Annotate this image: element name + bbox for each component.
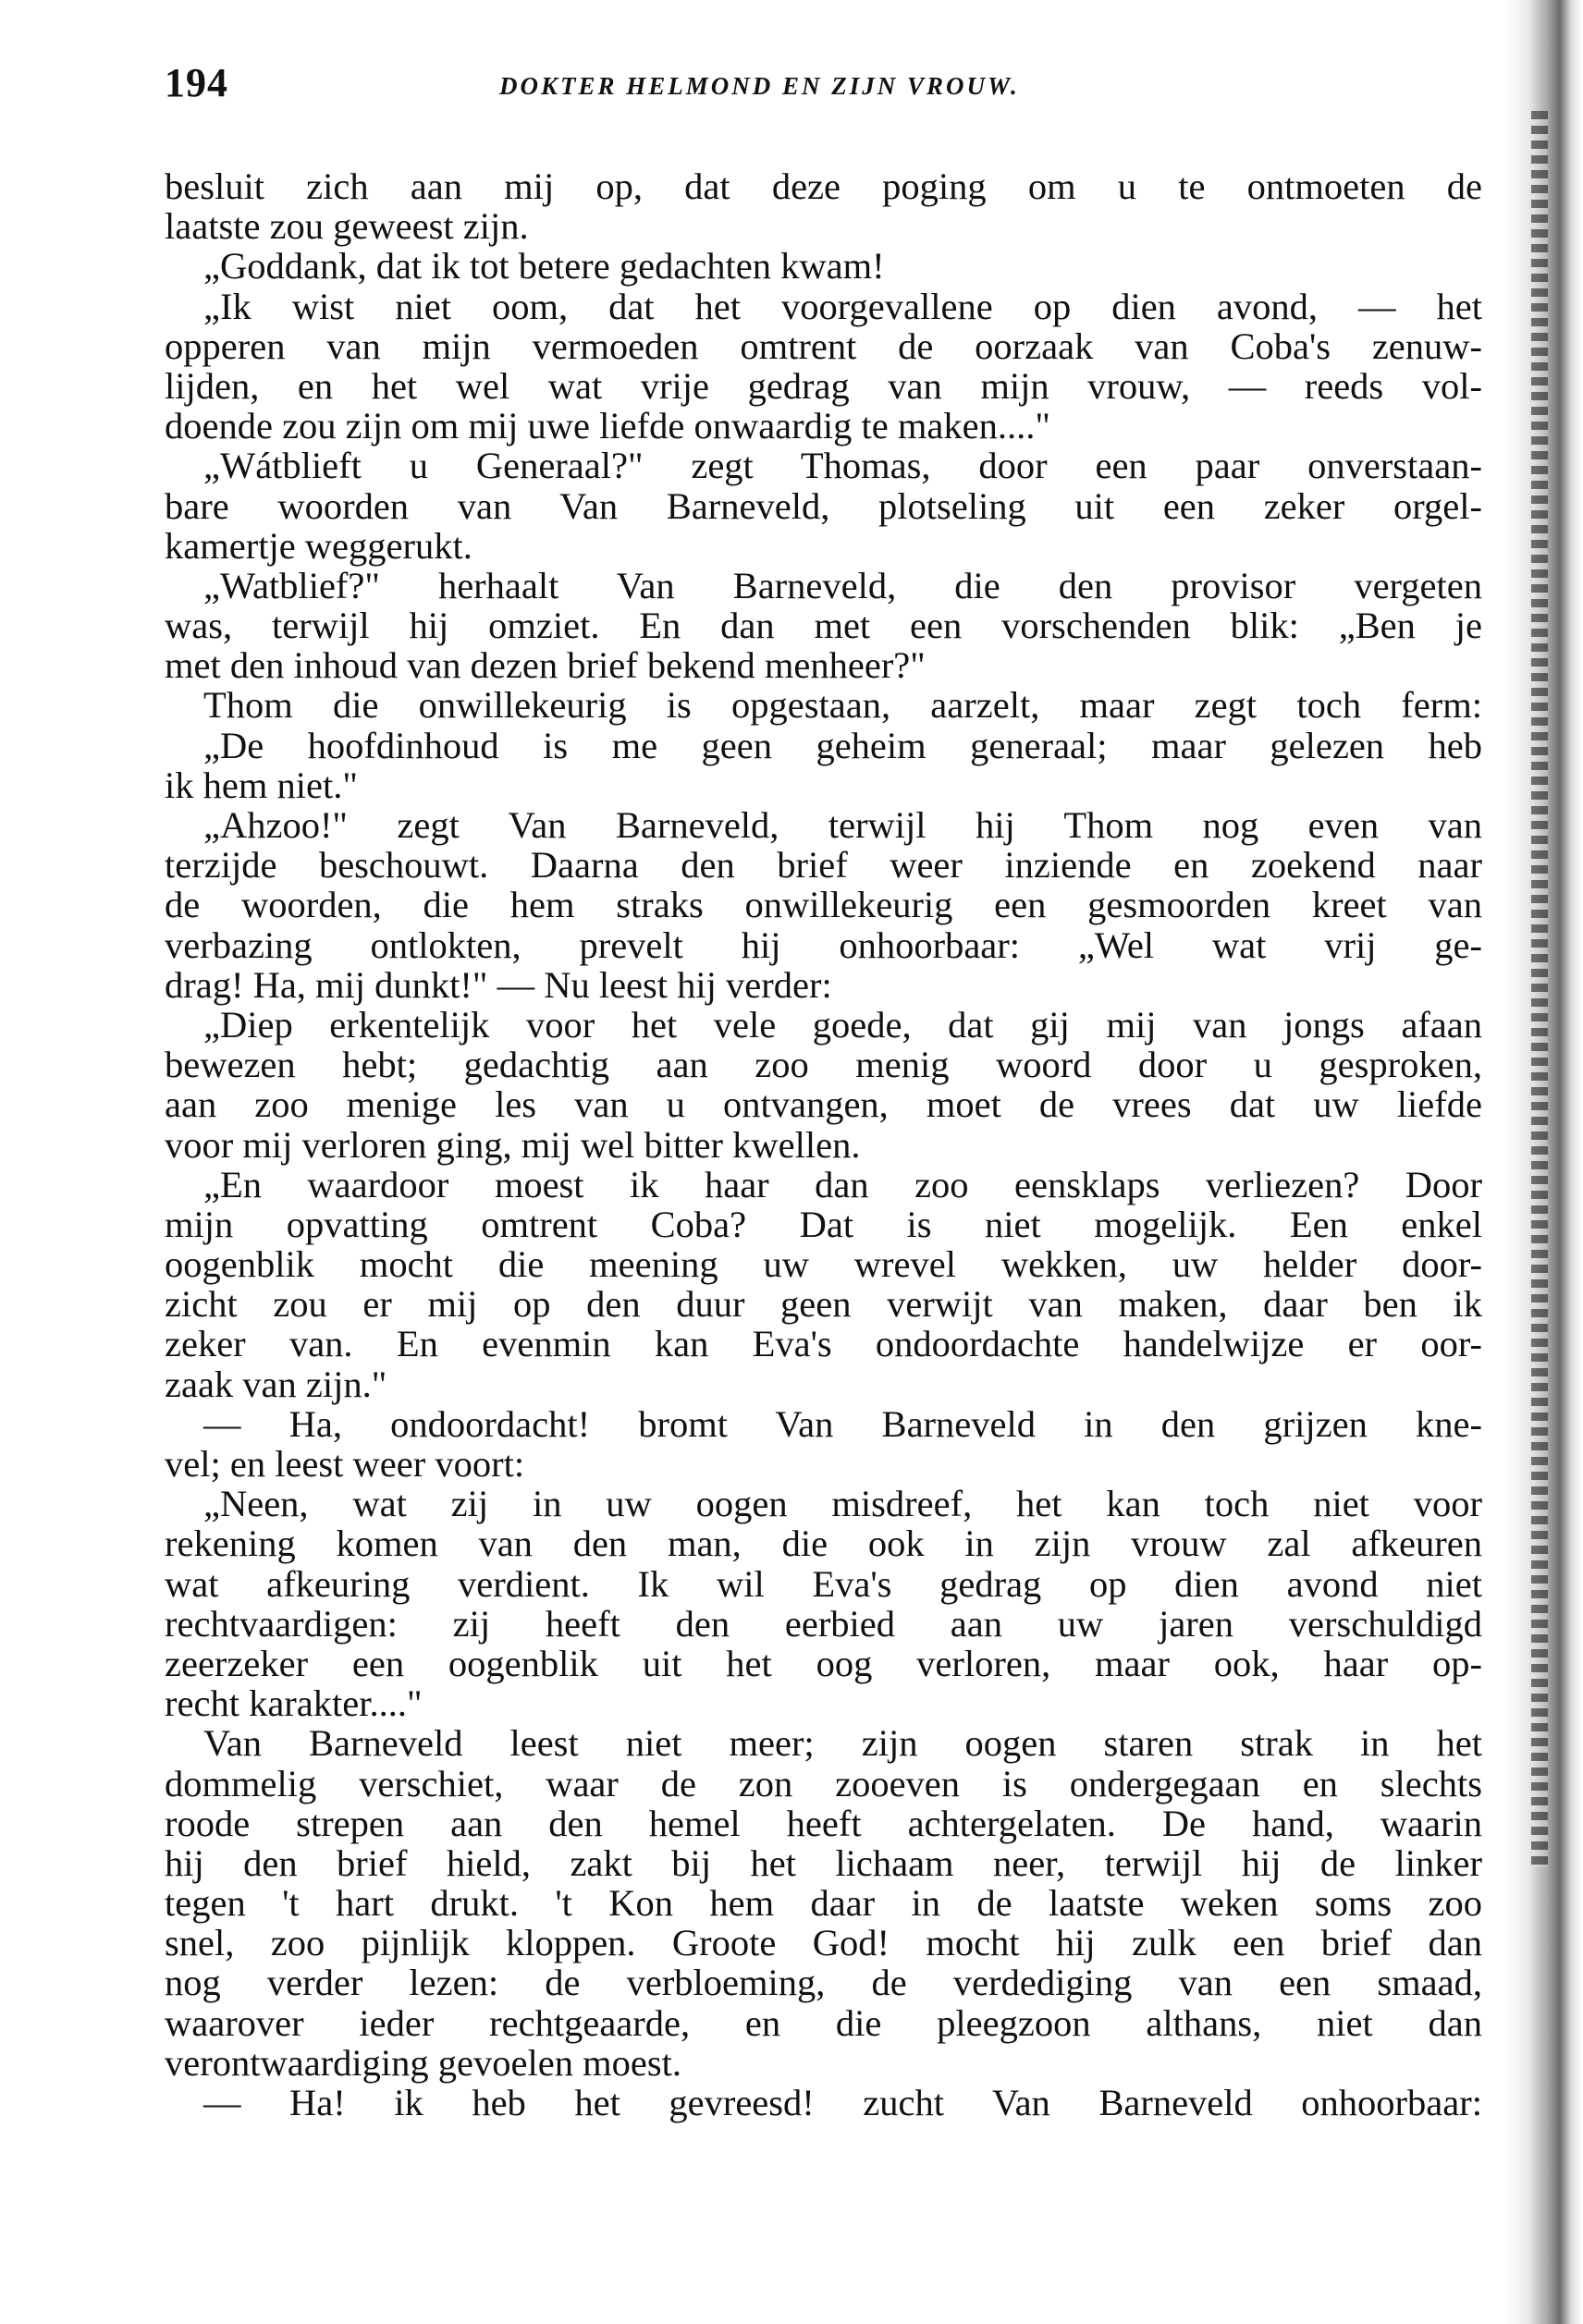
text-line: met den inhoud van dezen brief bekend menheer?" [165,644,926,687]
text-line: nog verder lezen: de verbloeming, de verdediging van een smaad, [165,1962,1482,2004]
text-line: kamertje weggerukt. [165,524,472,567]
text-line: recht karakter...." [165,1682,423,1725]
page-header [165,59,1515,115]
text-line: ik hem niet." [165,764,358,806]
text-line: snel, zoo pijnlijk kloppen. Groote God! mocht hij zulk een brief dan [165,1922,1482,1964]
text-line: mijn opvatting omtrent Coba? Dat is niet mogelijk. Een enkel [165,1203,1482,1245]
running-title: DOKTER HELMOND EN ZIJN VROUW. [499,72,1020,100]
text-line: Van Barneveld leest niet meer; zijn oogen staren strak in het [203,1722,1482,1765]
text-line: zeker van. En evenmin kan Eva's ondoordachte handelwijze er oor- [165,1323,1482,1365]
text-line: „Wátblieft u Generaal?" zegt Thomas, door een paar onverstaan- [203,445,1482,487]
body-text [165,166,1482,2122]
text-line: was, terwijl hij omziet. En dan met een vorschenden blik: „Ben je [165,605,1482,647]
text-line: besluit zich aan mij op, dat deze poging om u te ontmoeten de [165,165,1482,207]
text-line: zicht zou er mij op den duur geen verwijt van maken, daar ben ik [165,1283,1482,1326]
text-line: doende zou zijn om mij uwe liefde onwaardig te maken...." [165,405,1050,447]
text-line: Thom die onwillekeurig is opgestaan, aarzelt, maar zegt toch ferm: [203,684,1482,727]
text-line: roode strepen aan den hemel heeft achtergelaten. De hand, waarin [165,1802,1482,1844]
text-line: „Ik wist niet oom, dat het voorgevallene op dien avond, — het [203,285,1482,327]
text-line: hij den brief hield, zakt bij het lichaam neer, terwijl hij de linker [165,1841,1482,1884]
page-number: 194 [165,60,228,105]
text-line: „Neen, wat zij in uw oogen misdreef, het kan toch niet voor [203,1483,1482,1525]
text-line: tegen 't hart drukt. 't Kon hem daar in de laatste weken soms zoo [165,1882,1482,1925]
text-line: de woorden, die hem straks onwillekeurig een gesmoorden kreet van [165,884,1482,926]
text-line: „Ahzoo!" zegt Van Barneveld, terwijl hij Thom nog even van [203,804,1482,846]
text-line: voor mij verloren ging, mij wel bitter kwellen. [165,1123,861,1166]
text-line: verbazing ontlokten, prevelt hij onhoorbaar: „Wel wat vrij ge- [165,923,1482,966]
text-line: „En waardoor moest ik haar dan zoo eensklaps verliezen? Door [203,1163,1482,1205]
text-line: bare woorden van Van Barneveld, plotseling uit een zeker orgel- [165,484,1482,527]
text-line: wat afkeuring verdient. Ik wil Eva's gedrag op dien avond niet [165,1562,1482,1605]
text-line: rekening komen van den man, die ook in zijn vrouw zal afkeuren [165,1523,1482,1565]
text-line: bewezen hebt; gedachtig aan zoo menig woord door u gesproken, [165,1044,1482,1086]
text-line: drag! Ha, mij dunkt!" — Nu leest hij verder: [165,963,832,1006]
text-line: zaak van zijn." [165,1363,387,1405]
text-line: „Goddank, dat ik tot betere gedachten kwam! [203,245,885,287]
text-line: „De hoofdinhoud is me geen geheim generaal; maar gelezen heb [203,724,1482,766]
text-line: laatste zou geweest zijn. [165,205,529,248]
text-line: dommelig verschiet, waar de zon zooeven is ondergegaan en slechts [165,1762,1482,1804]
text-line: waarover ieder rechtgeaarde, en die pleegzoon althans, niet dan [165,2001,1482,2044]
text-line: lijden, en het wel wat vrije gedrag van mijn vrouw, — reeds vol- [165,364,1482,407]
text-line: oogenblik mocht die meening uw wrevel wekken, uw helder door- [165,1243,1482,1286]
text-line: zeerzeker een oogenblik uit het oog verloren, maar ook, haar op- [165,1642,1482,1684]
text-line: — Ha, ondoordacht! bromt Van Barneveld in den grijzen kne- [203,1402,1482,1445]
text-line: aan zoo menige les van u ontvangen, moet de vrees dat uw liefde [165,1083,1482,1126]
text-line: opperen van mijn vermoeden omtrent de oorzaak van Coba's zenuw- [165,324,1482,367]
text-line: „Diep erkentelijk voor het vele goede, dat gij mij van jongs afaan [203,1003,1482,1046]
text-line: vel; en leest weer voort: [165,1443,525,1485]
text-line: „Watblief?" herhaalt Van Barneveld, die den provisor vergeten [203,564,1482,606]
text-line: verontwaardiging gevoelen moest. [165,2041,681,2084]
text-line: terzijde beschouwt. Daarna den brief weer inziende en zoekend naar [165,844,1482,887]
page-edge-shadow [1505,0,1583,2324]
text-line: rechtvaardigen: zij heeft den eerbied aan uw jaren verschuldigd [165,1602,1482,1645]
text-line: — Ha! ik heb het gevreesd! zucht Van Barneveld onhoorbaar: [203,2082,1482,2123]
